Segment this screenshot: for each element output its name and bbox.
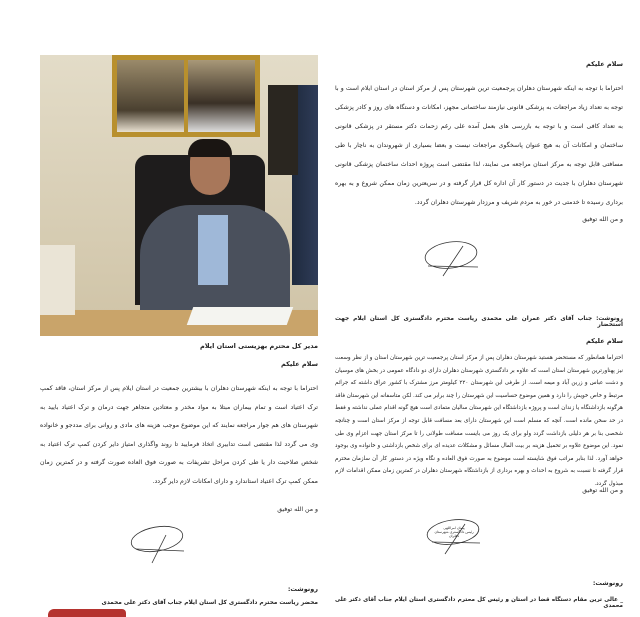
right-letter2-closing: و من الله توفیق xyxy=(582,487,623,494)
photo-official-signing xyxy=(40,55,318,336)
left-letter-body: احتراما با توجه به اینکه شهرستان دهلران با بیشترین جمعیت در استان ایلام پس از مرکز استان، فاقد کمپ ترک اعتیاد است و تمام بیماران مبتلا به مواد مخدر و معتادین متجاهر جهت درمان و ترک اعتیاد بایید به شهرستان های هم جوار مراجعه نمایند که این موضوع موجب هزینه های مادی و روانی برای مددجو و خانواده وی می گردد لذا مقتضی است تدابیری اتخاذ فرمایید تا روند واگذاری امتیاز دایر کردن کمپ ترک اعتیاد به شخص صلاحیت دار یا طی کردن مراحل تشریفات به صورت فوق العاده صورت گرفته و در کمترین زمان ممکن کمپ ترک اعتیاد استاندارد و دارای امکانات لازم دایر گردد. xyxy=(40,385,318,485)
red-redaction-mark xyxy=(48,609,126,617)
left-letter-greeting: سلام علیکم xyxy=(281,360,318,368)
left-letter-recipient: مدیر کل محترم بهزیستی استان ایلام xyxy=(199,342,318,350)
right-letter2-greeting: سلام علیکم xyxy=(586,337,623,345)
paper xyxy=(187,307,294,325)
signature-title: رئیس دادگستری شهرستان دهلران xyxy=(434,530,474,538)
right-letter-greeting: سلام علیکم xyxy=(586,60,623,68)
right-letter-cc: رونوشت: جناب آقای دکتر عمران علی محمدی ریاست محترم دادگستری کل استان ایلام جهت استحضار xyxy=(335,316,623,328)
right-letter2-body: احتراما همانطور که مستحضر هستید شهرستان دهلران پس از مرکز استان پرجمعیت ترین شهرستان استان و از نظر وسعت نیز پهناورترین شهرستان استان است که علاوه بر دادگستری شهرستان دهلران دارای دو دادگاه عمومی در بخش های موسیان و دشت عباس و زرین آباد و میمه است. از طرفی این شهرستان ۲۲۰ کیلومتر مرز مشترک با کشور عراق داشته که جرائم مرتبط و خاص خویش را دارد و همین موضوع حساسیت این شهرستان را چند برابر می کند. لکن متاسفانه این شهرستان فاقد هرگونه بازداشتگاه یا زندان است و پروژه بازداشتگاه این شهرستان سالیان متمادی است هیچ گونه اقدام عملی نداشته و فقط در حد سخن مانده است. آنچه که مسلم است این شهرستان دارای بعد مسافت قابل توجه از مرکز استان است و چنانچه شخصی بنا بر هر دلیلی بازداشت گردد ولو برای یک روز می بایست مسافت طولانی را تا مرکز استان جهت اعزام وی طی نمود. این موضوع علاوه بر تحمیل هزینه بر بیت المال مسائل و مشکلات عدیده ای برای شخص بازداشتی و خانواده وی بوجود خواهد آورد. لذا بنابر مراتب فوق شایسته است موضوع به صورت فوق العاده و نگاه ویژه در دستور کار آن سازمان محترم قرار گرفته تا نسبت به شروع به احداث و بهره برداری از بازداشتگاه شهرستان دهلران در کمترین زمان ممکن اقدامات لازم مبذول گردد. xyxy=(335,355,623,487)
right-letter2-cc-line: _ عالی ترین مقام دستگاه قضا در استان و رئیس کل محترم دادگستری استان ایلام جناب آقای دکتر علی محمدی xyxy=(335,597,623,609)
right-letter-closing: و من الله توفیق xyxy=(582,216,623,223)
signature-stamp xyxy=(418,238,488,278)
left-letter-cc-line: محضر ریاست محترم دادگستری کل استان ایلام جناب آقای دکتر علی محمدی xyxy=(101,600,318,606)
signature-stamp xyxy=(124,525,194,565)
signature-stamp xyxy=(420,518,490,558)
curtain xyxy=(268,85,298,175)
portrait-frame xyxy=(112,55,260,137)
right-letter-body: احتراما با توجه به اینکه شهرستان دهلران پرجمعیت ترین شهرستان پس از مرکز استان در استان ایلام است و با توجه به تعداد زیاد مراجعات به پزشکی قانونی نیازمند ساختمانی مجهز، امکانات و دستگاه های روز و کادر پزشکی به تعداد کافی است و با توجه به بازرسی های بعمل آمده علی رغم زحمات دکتر مستقر در پزشکی قانونی ساختمان و امکانات آن به هیچ عنوان پاسخگوی مراجعات نیست و بعضا بسیاری از شهروندان به ناچار با طی مسافتی قابل توجه به مرکز استان مراجعه می نمایند، لذا مقتضی است پروژه احداث ساختمان پزشکی قانونی شهرستان دهلران با جدیت در دستور کار آن اداره کل قرار گرفته و در سریعترین زمان ممکن شروع و به بهره برداری رسیده تا خدمتی در خور به مردم شریف و مرزدار شهرستان دهلران گردد. xyxy=(335,85,623,206)
left-letter-cc-label: رونوشت: xyxy=(287,585,318,593)
left-letter-closing: و من الله توفیق xyxy=(277,506,318,513)
right-letter2-cc-label: رونوشت: xyxy=(592,579,623,587)
signature-name: پیمان امراللهی xyxy=(443,526,465,530)
